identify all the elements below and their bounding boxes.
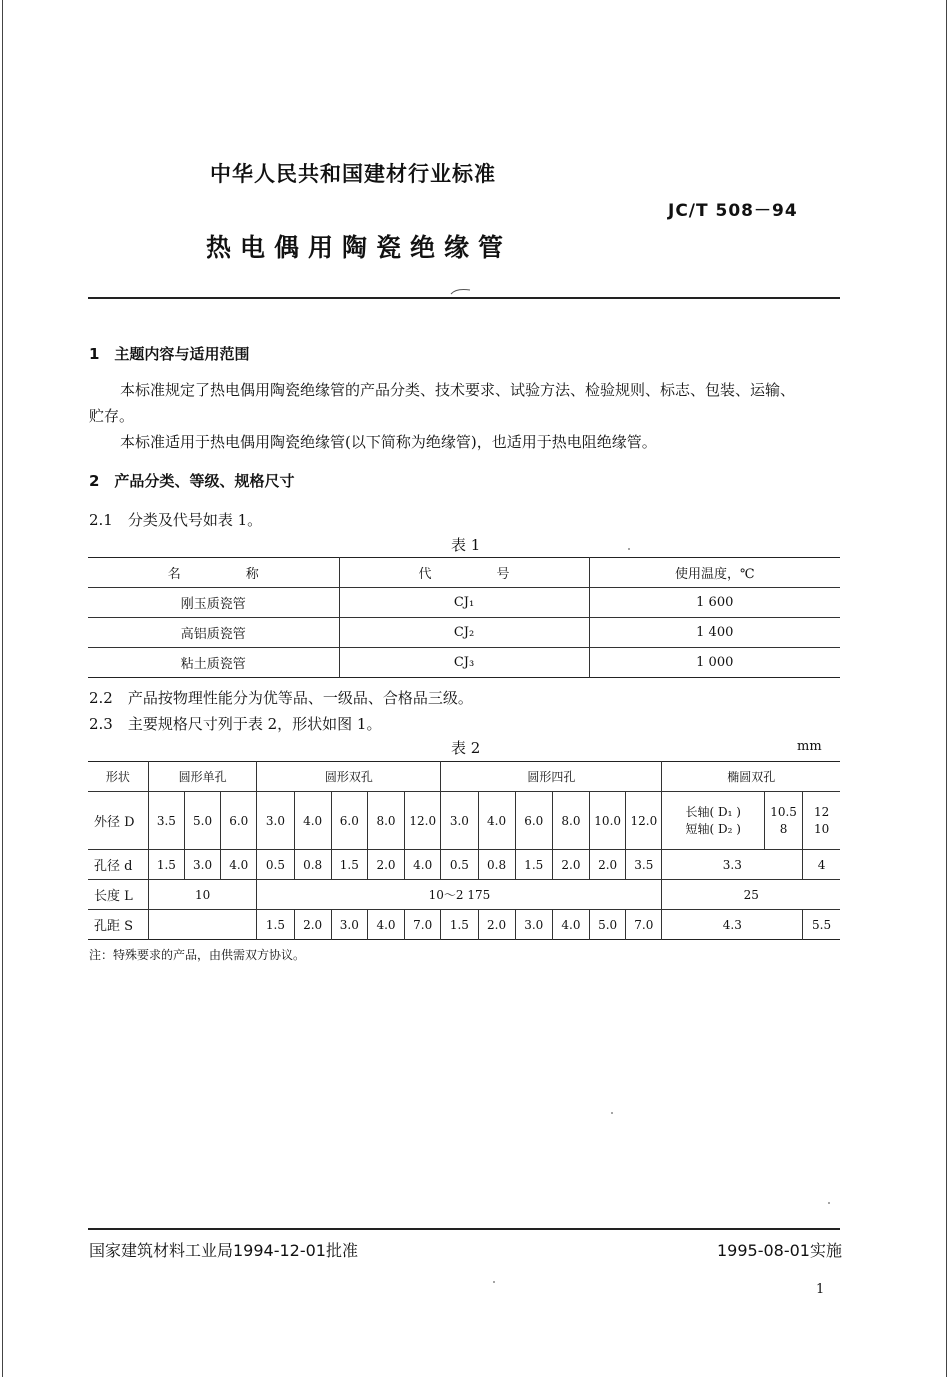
hole-value: 2.0	[367, 850, 404, 880]
ellipse-size-a	[764, 792, 802, 850]
hole-value: 3.5	[626, 850, 662, 880]
pitch-value: 2.0	[478, 910, 515, 940]
outer-value: 10.0	[590, 792, 626, 850]
header-name: 名 称	[88, 558, 339, 588]
item-2-3: 2.3 主要规格尺寸列于表 2，形状如图 1。	[89, 715, 382, 733]
outer-value: 6.0	[221, 792, 257, 850]
shape-label: 形状	[88, 762, 148, 792]
table-row	[88, 588, 840, 618]
outer-value: 8.0	[367, 792, 404, 850]
hole-value: 1.5	[331, 850, 367, 880]
right-scan-edge	[946, 0, 947, 1377]
table-1-caption: 表 1	[451, 536, 481, 554]
short-axis-label: 短轴( D₂ )	[685, 821, 741, 836]
ellipse-size-b	[803, 792, 840, 850]
footer-rule	[88, 1228, 840, 1230]
hole-value: 3.0	[185, 850, 221, 880]
hole-value: 0.8	[294, 850, 331, 880]
hole-value-ellipse: 4	[803, 850, 840, 880]
item-2-1: 2.1 分类及代号如表 1。	[89, 511, 263, 529]
length-label: 长度 L	[88, 880, 148, 910]
table-2-unit: mm	[797, 739, 822, 754]
table-row	[88, 618, 840, 648]
outer-diameter-row	[88, 792, 840, 850]
pitch-value: 3.0	[515, 910, 552, 940]
hole-value: 2.0	[590, 850, 626, 880]
effective-date: 1995-08-01实施	[717, 1241, 842, 1260]
section-1-para-1-line-2: 贮存。	[89, 407, 135, 425]
section-1-heading: 1 主题内容与适用范围	[89, 345, 250, 363]
hole-value: 1.5	[515, 850, 552, 880]
pitch-value: 3.0	[331, 910, 367, 940]
header-rule	[88, 297, 840, 299]
length-ellipse: 25	[662, 880, 840, 910]
outer-value: 6.0	[515, 792, 552, 850]
hole-diameter-row	[88, 850, 840, 880]
page-number: 1	[816, 1282, 825, 1297]
header-code: 代 号	[339, 558, 589, 588]
group-ellipse-double: 椭圆双孔	[662, 762, 840, 792]
group-round-single: 圆形单孔	[148, 762, 257, 792]
hole-value: 0.5	[257, 850, 294, 880]
pitch-empty	[148, 910, 257, 940]
table-2-caption: 表 2	[451, 739, 481, 757]
hole-value: 0.8	[478, 850, 515, 880]
table-2-note: 注：特殊要求的产品，由供需双方协议。	[89, 948, 306, 962]
outer-value: 3.5	[148, 792, 184, 850]
outer-value: 3.0	[257, 792, 294, 850]
section-1-para-1-line-1: 本标准规定了热电偶用陶瓷绝缘管的产品分类、技术要求、试验方法、检验规则、标志、包装、运输、	[120, 381, 796, 399]
long-axis-label: 长轴( D₁ )	[685, 804, 741, 819]
table-1	[88, 557, 840, 678]
left-scan-edge	[2, 0, 3, 1377]
pitch-label: 孔距 S	[88, 910, 148, 940]
pitch-value-ellipse: 5.5	[803, 910, 840, 940]
item-2-2: 2.2 产品按物理性能分为优等品、一级品、合格品三级。	[89, 689, 473, 707]
pitch-row	[88, 910, 840, 940]
outer-value: 12.0	[405, 792, 441, 850]
outer-value: 6.0	[331, 792, 367, 850]
short-axis-value: 10	[813, 821, 830, 836]
outer-value: 12.0	[626, 792, 662, 850]
scan-speck	[628, 548, 630, 550]
short-axis-value: 8	[779, 821, 788, 836]
scan-speck	[611, 1112, 613, 1114]
material-name: 高铝质瓷管	[88, 618, 339, 648]
scan-speck	[493, 1281, 495, 1283]
pitch-value: 5.0	[590, 910, 626, 940]
length-single: 10	[148, 880, 257, 910]
material-name: 粘土质瓷管	[180, 657, 246, 672]
table-1-header-row	[88, 558, 840, 588]
long-axis-value: 10.5	[770, 804, 797, 819]
hole-value: 0.5	[441, 850, 478, 880]
standard-code: JC/T 508－94	[668, 201, 798, 221]
hole-value-ellipse: 3.3	[662, 850, 803, 880]
pitch-value: 7.0	[626, 910, 662, 940]
length-round: 10～2 175	[257, 880, 662, 910]
long-axis-value: 12	[813, 804, 830, 819]
scan-mark-icon	[450, 287, 472, 295]
hole-value: 2.0	[552, 850, 589, 880]
document-title: 热电偶用陶瓷绝缘管	[206, 233, 513, 262]
use-temperature: 1 400	[589, 618, 840, 648]
outer-diameter-label: 外径 D	[88, 792, 148, 850]
use-temperature: 1 000	[589, 648, 840, 678]
hole-value: 4.0	[221, 850, 257, 880]
table-row	[88, 648, 840, 678]
pitch-value-ellipse: 4.3	[662, 910, 803, 940]
section-1-para-2: 本标准适用于热电偶用陶瓷绝缘管(以下简称为绝缘管)，也适用于热电阻绝缘管。	[120, 433, 657, 451]
group-round-four: 圆形四孔	[441, 762, 662, 792]
section-2-heading: 2 产品分类、等级、规格尺寸	[89, 472, 295, 490]
hole-value: 4.0	[405, 850, 441, 880]
length-row	[88, 880, 840, 910]
group-round-double: 圆形双孔	[257, 762, 441, 792]
header-temperature: 使用温度，℃	[589, 558, 840, 588]
outer-value: 3.0	[441, 792, 478, 850]
axis-labels	[662, 792, 765, 850]
pitch-value: 7.0	[405, 910, 441, 940]
material-code: CJ₁	[339, 588, 589, 618]
pitch-value: 2.0	[294, 910, 331, 940]
hole-value: 1.5	[148, 850, 184, 880]
pitch-value: 1.5	[257, 910, 294, 940]
scan-speck	[828, 1202, 830, 1204]
pitch-value: 1.5	[441, 910, 478, 940]
outer-value: 4.0	[294, 792, 331, 850]
approval-line: 国家建筑材料工业局1994-12-01批准	[89, 1241, 358, 1260]
material-code: CJ₃	[339, 648, 589, 678]
hole-diameter-label: 孔径 d	[88, 850, 148, 880]
material-code: CJ₂	[339, 618, 589, 648]
material-name: 刚玉质瓷管	[88, 588, 339, 618]
outer-value: 8.0	[552, 792, 589, 850]
pitch-value: 4.0	[552, 910, 589, 940]
table-2	[88, 761, 840, 940]
use-temperature: 1 600	[589, 588, 840, 618]
table-2-group-row	[88, 762, 840, 792]
pitch-value: 4.0	[367, 910, 404, 940]
outer-value: 5.0	[185, 792, 221, 850]
org-title: 中华人民共和国建材行业标准	[210, 162, 496, 186]
outer-value: 4.0	[478, 792, 515, 850]
